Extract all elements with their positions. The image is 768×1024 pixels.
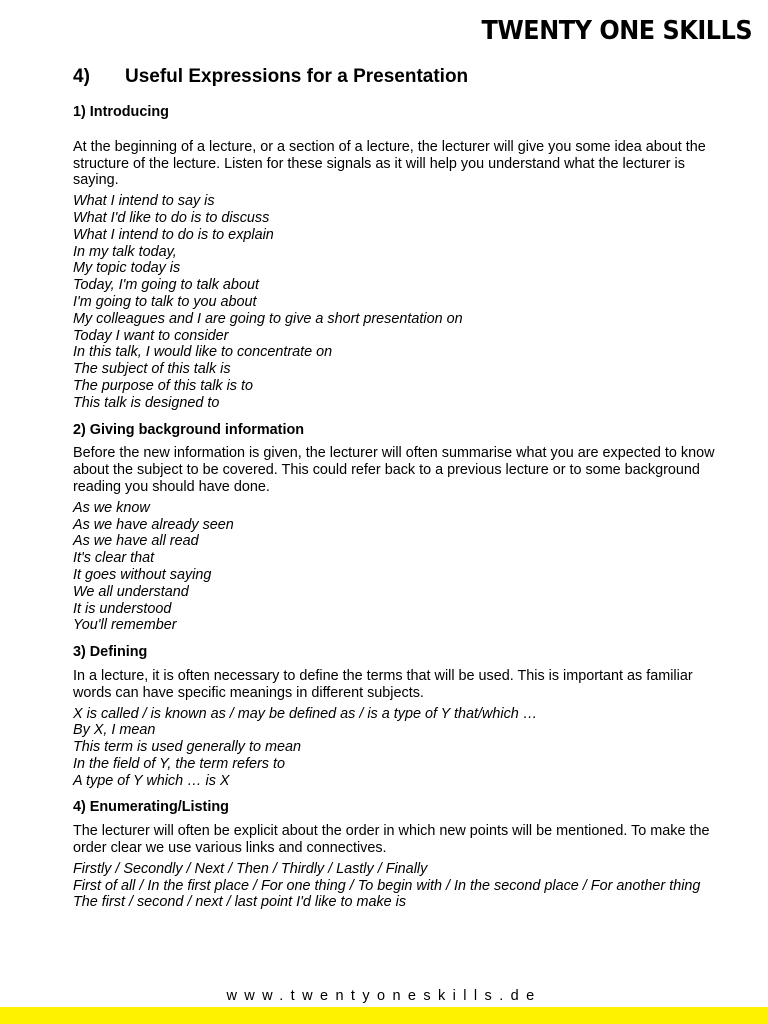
expression-item: What I intend to do is to explain <box>73 226 274 243</box>
expression-item: First of all / In the first place / For one thing / To begin with / In the second place / For another thing <box>73 877 701 894</box>
expression-item: The purpose of this talk is to <box>73 377 253 394</box>
expression-item: Today, I'm going to talk about <box>73 277 259 294</box>
expression-list <box>73 500 723 634</box>
page-title-number: 4) <box>73 66 90 87</box>
footer-yellow-bar <box>0 1007 768 1024</box>
expression-item: In the field of Y, the term refers to <box>73 755 285 772</box>
section-heading: 2) Giving background information <box>73 421 305 438</box>
expression-item: As we have all read <box>73 533 199 550</box>
expression-item: The first / second / next / last point I'd like to make is <box>73 894 407 911</box>
section-enumerating-listing <box>73 799 723 911</box>
expression-item: By X, I mean <box>73 722 156 739</box>
expression-item: My topic today is <box>73 260 181 277</box>
expression-item: In this talk, I would like to concentrate on <box>73 344 333 361</box>
expression-item: It goes without saying <box>73 566 212 583</box>
section-intro: The lecturer will often be explicit about the order in which new points will be mentioned. To make the order clear we use various links and connectives. <box>73 823 710 857</box>
page-title <box>73 66 468 88</box>
expression-item: This talk is designed to <box>73 394 220 411</box>
footer-website-url: www.twentyoneskills.de <box>226 988 542 1004</box>
expression-item: As we have already seen <box>73 516 234 533</box>
expression-item: What I intend to say is <box>73 193 215 210</box>
expression-item: My colleagues and I are going to give a short presentation on <box>73 310 463 327</box>
expression-list <box>73 706 723 790</box>
expression-item: In my talk today, <box>73 243 177 260</box>
expression-item: Today I want to consider <box>73 327 229 344</box>
section-intro: Before the new information is given, the lecturer will often summarise what you are expected to know about the subject to be covered. This could refer back to a previous lecture or to some background reading you should have done. <box>73 445 715 495</box>
document-body <box>73 104 723 921</box>
expression-list <box>73 861 723 911</box>
expression-item: X is called / is known as / may be defined as / is a type of Y that/which … <box>73 705 538 722</box>
expression-item: A type of Y which … is X <box>73 772 230 789</box>
section-defining <box>73 644 723 789</box>
section-heading: 1) Introducing <box>73 104 169 120</box>
expression-item: It's clear that <box>73 550 155 567</box>
expression-item: As we know <box>73 499 150 516</box>
expression-item: It is understood <box>73 600 172 617</box>
brand-logo: TWENTY ONE SKILLS <box>481 16 752 46</box>
expression-item: Firstly / Secondly / Next / Then / Thirdly / Lastly / Finally <box>73 860 428 877</box>
section-intro: At the beginning of a lecture, or a section of a lecture, the lecturer will give you some idea about the structure of the lecture. Listen for these signals as it will help you understand what the lecturer is saying. <box>73 138 706 189</box>
page-title-text: Useful Expressions for a Presentation <box>125 66 469 87</box>
section-intro: In a lecture, it is often necessary to define the terms that will be used. This is important as familiar words can have specific meanings in different subjects. <box>73 667 693 701</box>
section-background-information <box>73 422 723 635</box>
expression-item: You'll remember <box>73 617 177 634</box>
expression-item: I'm going to talk to you about <box>73 293 257 310</box>
expression-list <box>73 193 723 411</box>
expression-item: What I'd like to do is to discuss <box>73 209 270 226</box>
section-heading: 3) Defining <box>73 644 148 661</box>
section-heading: 4) Enumerating/Listing <box>73 799 229 816</box>
expression-item: We all understand <box>73 583 189 600</box>
section-introducing <box>73 104 723 412</box>
expression-item: The subject of this talk is <box>73 361 231 378</box>
expression-item: This term is used generally to mean <box>73 739 301 756</box>
